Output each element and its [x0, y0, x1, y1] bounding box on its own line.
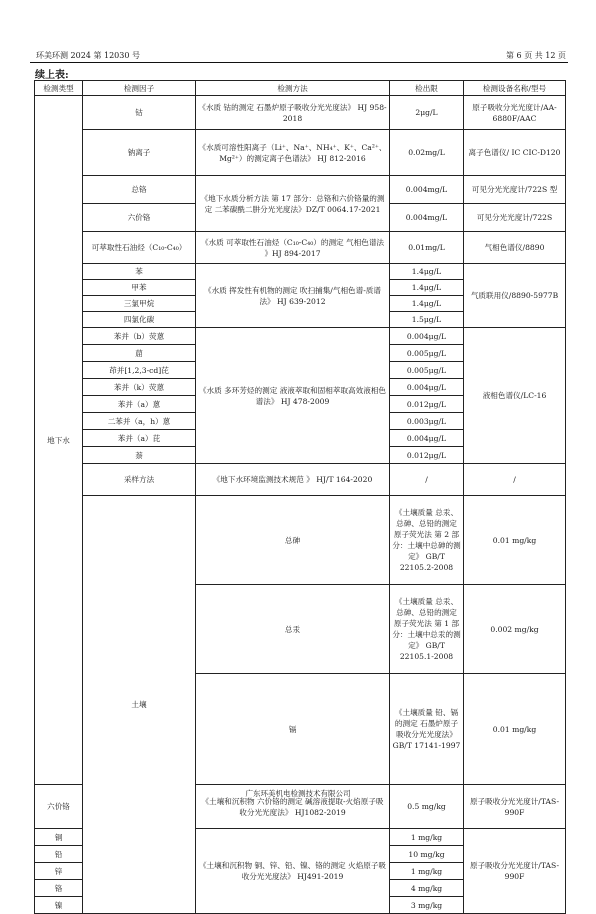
- limit-cell: 1.5μg/L: [390, 312, 464, 328]
- method-cell: 《水质 可萃取性石油烃（C₁₀-C₄₀）的测定 气相色谱法 》HJ 894-2017: [196, 232, 390, 264]
- device-cell: 离子色谱仪/ IC CIC-D120: [464, 130, 566, 176]
- limit-cell: 2μg/L: [390, 96, 464, 130]
- limit-cell: 0.012μg/L: [390, 447, 464, 464]
- method-cell: 《水质 挥发性有机物的测定 吹扫捕集/气相色谱-质谱法》 HJ 639-2012: [196, 264, 390, 328]
- method-cell: 《水质 多环芳烃的测定 液液萃取和固相萃取高效液相色谱法》 HJ 478-2009: [196, 328, 390, 464]
- table-row: [35, 328, 566, 345]
- header-factor: 检测因子: [83, 81, 196, 96]
- method-cell: 《土壤质量 总汞、总砷、总铅的测定 原子荧光法 第 2 部分：土壤中总砷的测定》 GB/T 22105.2-2008: [390, 496, 464, 585]
- method-cell: 《土壤和沉积物 六价铬的测定 碱溶液提取-火焰原子吸收分光光度法》 HJ1082-2019: [196, 785, 390, 829]
- limit-cell: 3 mg/kg: [390, 897, 464, 914]
- device-cell: 液相色谱仪/LC-16: [464, 328, 566, 464]
- limit-cell: 0.005μg/L: [390, 345, 464, 362]
- limit-cell: 10 mg/kg: [390, 846, 464, 863]
- device-cell: 原子吸收分光光度计/TAS-990F: [464, 785, 566, 829]
- device-cell: 可见分光光度计/722S 型: [464, 176, 566, 204]
- factor-cell: 铬: [35, 880, 83, 897]
- factor-cell: 苯: [83, 264, 196, 280]
- method-cell: 《土壤和沉积物 铜、锌、铅、镍、铬的测定 火焰原子吸收分光光度法》 HJ491-2019: [196, 829, 390, 914]
- factor-cell: 苯并（a）芘: [83, 430, 196, 447]
- factor-cell: 六价铬: [83, 204, 196, 232]
- table-row: [35, 464, 566, 496]
- limit-cell: 0.01mg/L: [390, 232, 464, 264]
- limit-cell: 1 mg/kg: [390, 829, 464, 846]
- factor-cell: 苯并（b）荧蒽: [83, 328, 196, 345]
- continued-label: 续上表:: [35, 70, 69, 81]
- limit-cell: 0.02mg/L: [390, 130, 464, 176]
- limit-cell: 0.004μg/L: [390, 328, 464, 345]
- header-method: 检测方法: [196, 81, 390, 96]
- device-cell: 气质联用仪/8890-5977B: [464, 264, 566, 328]
- factor-cell: 总砷: [196, 496, 390, 585]
- factor-cell: 镍: [35, 897, 83, 914]
- limit-cell: 0.01 mg/kg: [464, 496, 566, 585]
- factor-cell: 铜: [35, 829, 83, 846]
- page-number: 第 6 页 共 12 页: [506, 51, 566, 60]
- factor-cell: 四氯化碳: [83, 312, 196, 328]
- limit-cell: 0.012μg/L: [390, 396, 464, 413]
- method-cell: 《水质 钴的测定 石墨炉原子吸收分光光度法》 HJ 958-2018: [196, 96, 390, 130]
- limit-cell: 1 mg/kg: [390, 863, 464, 880]
- method-cell: 《地下水质分析方法 第 17 部分：总铬和六价铬量的测定 二苯碳酰二肼分光光度法》DZ/T 0064.17-2021: [196, 176, 390, 232]
- table-row: [35, 496, 566, 585]
- limit-cell: 0.002 mg/kg: [464, 585, 566, 674]
- table-row: [35, 232, 566, 264]
- limit-cell: 0.5 mg/kg: [390, 785, 464, 829]
- device-cell: /: [464, 464, 566, 496]
- factor-cell: 可萃取性石油烃（C₁₀-C₄₀）: [83, 232, 196, 264]
- factor-cell: 苯并（k）荧蒽: [83, 379, 196, 396]
- factor-cell: 铅: [35, 846, 83, 863]
- limit-cell: 0.004mg/L: [390, 176, 464, 204]
- method-cell: 《土壤质量 总汞、总砷、总铅的测定 原子荧光法 第 1 部分：土壤中总汞的测定》 GB/T 22105.1-2008: [390, 585, 464, 674]
- factor-cell: 采样方法: [83, 464, 196, 496]
- table-row: [35, 176, 566, 204]
- limit-cell: 0.004μg/L: [390, 430, 464, 447]
- header-limit: 检出限: [390, 81, 464, 96]
- factor-cell: 钴: [83, 96, 196, 130]
- factor-cell: 六价铬: [35, 785, 83, 829]
- limit-cell: 4 mg/kg: [390, 880, 464, 897]
- device-cell: 气相色谱仪/8890: [464, 232, 566, 264]
- factor-cell: 镉: [196, 674, 390, 785]
- limit-cell: 1.4μg/L: [390, 296, 464, 312]
- factor-cell: 锌: [35, 863, 83, 880]
- limit-cell: 0.005μg/L: [390, 362, 464, 379]
- type-cell-groundwater: 地下水: [35, 96, 83, 785]
- method-cell: 《土壤质量 铅、镉的测定 石墨炉原子吸收分光光度法》 GB/T 17141-1997: [390, 674, 464, 785]
- table-row: [35, 264, 566, 280]
- factor-cell: 二苯并（a，h）蒽: [83, 413, 196, 430]
- method-cell: 《地下水环境监测技术规范 》 HJ/T 164-2020: [196, 464, 390, 496]
- header-divider: [30, 62, 568, 63]
- factor-cell: 总铬: [83, 176, 196, 204]
- header-type: 检测类型: [35, 81, 83, 96]
- factor-cell: 钠离子: [83, 130, 196, 176]
- limit-cell: 0.003μg/L: [390, 413, 464, 430]
- factor-cell: 茚并[1,2,3-cd]芘: [83, 362, 196, 379]
- limit-cell: /: [390, 464, 464, 496]
- device-cell: 原子吸收分光光度计/AA-6880F/AAC: [464, 96, 566, 130]
- limit-cell: 0.01 mg/kg: [464, 674, 566, 785]
- factor-cell: 苯并（a）蒽: [83, 396, 196, 413]
- company-footer: 广东环美机电检测技术有限公司: [245, 789, 351, 798]
- method-cell: 《水质可溶性阳离子（Li⁺、Na⁺、NH₄⁺、K⁺、Ca²⁺、Mg²⁺）的测定离子色谱法》 HJ 812-2016: [196, 130, 390, 176]
- factor-cell: 䓛: [83, 345, 196, 362]
- factor-cell: 三氯甲烷: [83, 296, 196, 312]
- limit-cell: 1.4μg/L: [390, 280, 464, 296]
- limit-cell: 0.004μg/L: [390, 379, 464, 396]
- table-row: [35, 96, 566, 130]
- factor-cell: 总汞: [196, 585, 390, 674]
- report-number: 环美环测 2024 第 12030 号: [36, 51, 140, 60]
- header-device: 检测设备名称/型号: [464, 81, 566, 96]
- table-row: [35, 130, 566, 176]
- type-cell-soil: 土壤: [83, 496, 196, 914]
- table-header-row: [35, 81, 566, 96]
- device-cell: 原子吸收分光光度计/TAS-990F: [464, 829, 566, 914]
- limit-cell: 1.4μg/L: [390, 264, 464, 280]
- device-cell: 可见分光光度计/722S: [464, 204, 566, 232]
- limit-cell: 0.004mg/L: [390, 204, 464, 232]
- factor-cell: 甲苯: [83, 280, 196, 296]
- factor-cell: 萘: [83, 447, 196, 464]
